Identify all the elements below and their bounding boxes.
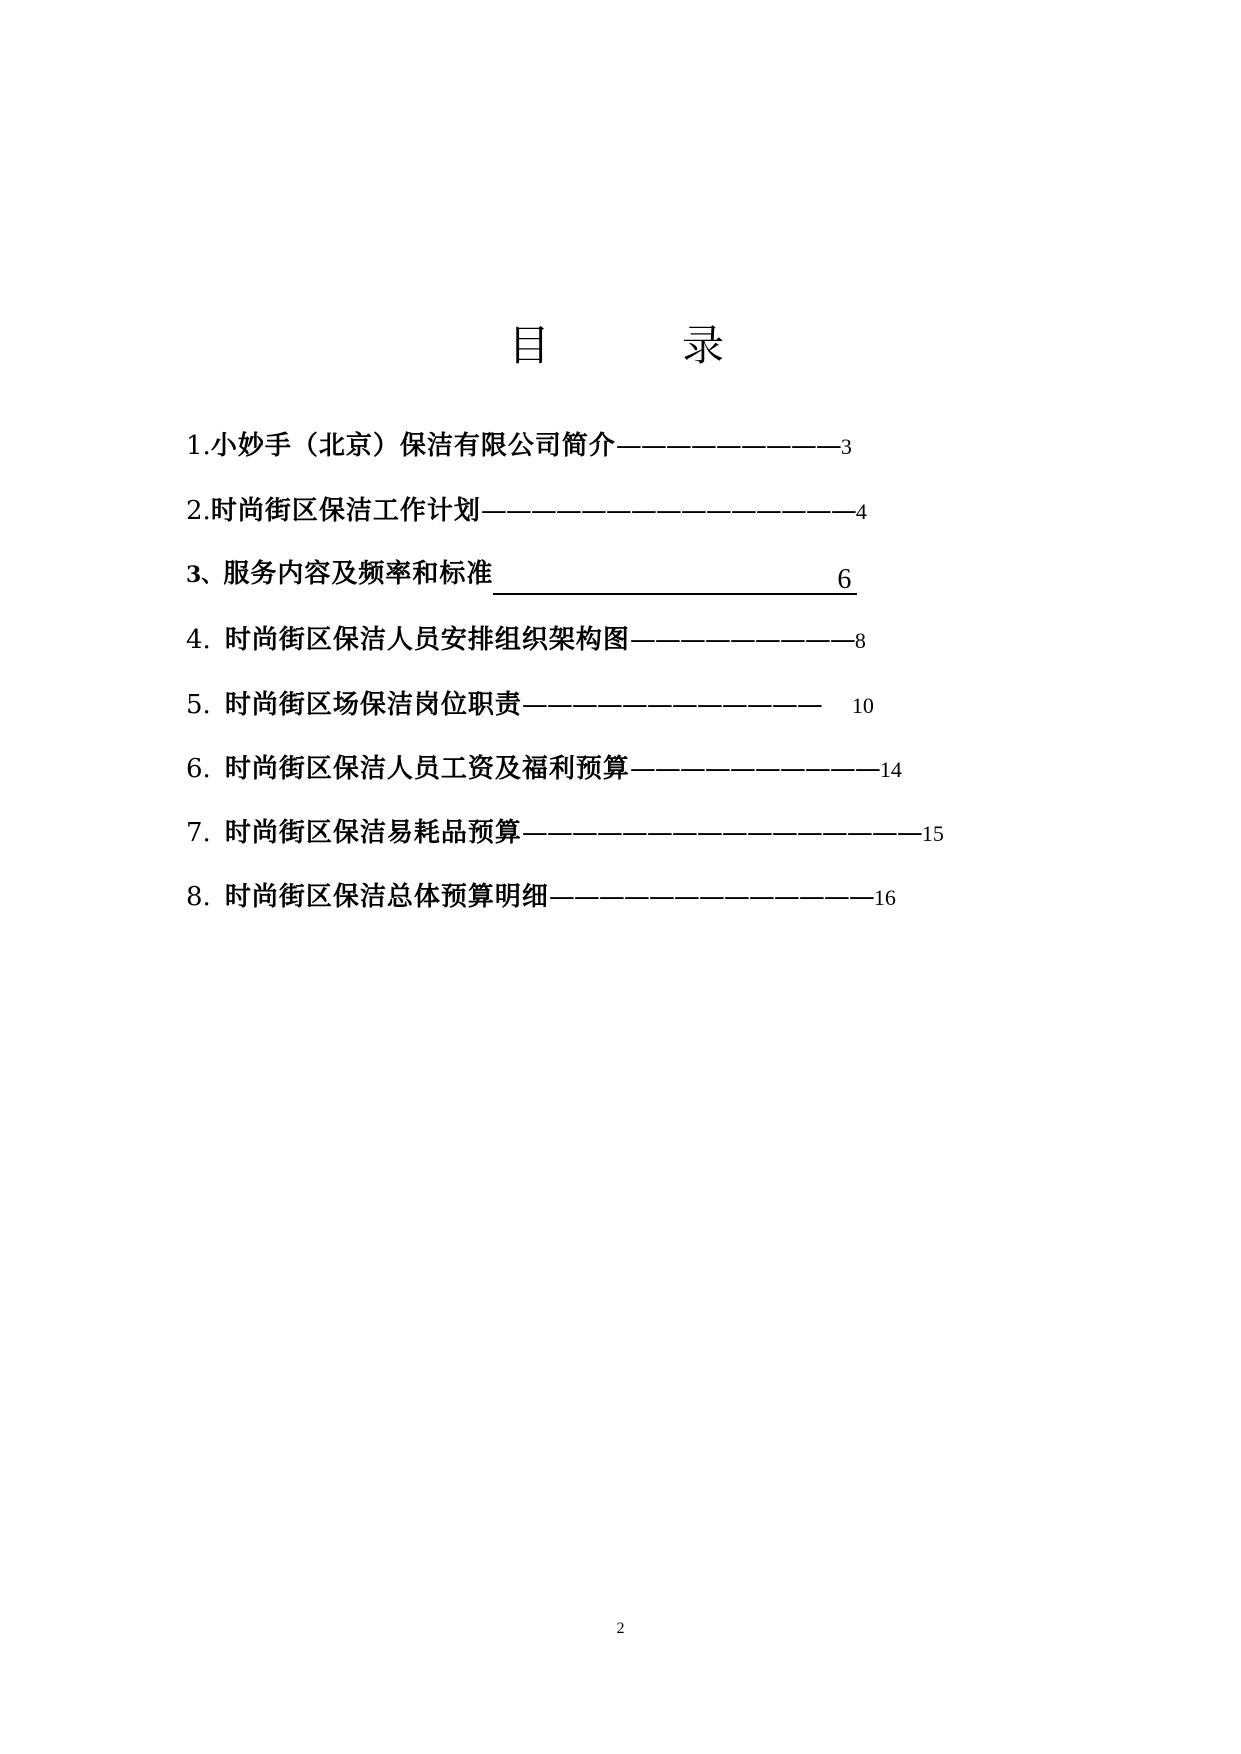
toc-entry-leader: ——————————————— — [480, 496, 856, 526]
toc-title — [0, 318, 1241, 374]
toc-entry-7[interactable] — [186, 811, 944, 855]
toc-entry-label: 时尚街区场保洁岗位职责 — [224, 690, 522, 720]
footer-page-number: 2 — [616, 1620, 625, 1637]
toc-entry-label: 时尚街区保洁易耗品预算 — [224, 818, 522, 848]
toc-title-char-1: 目 — [508, 321, 551, 370]
toc-entry-number: 3、 — [186, 562, 224, 588]
toc-entry-number: 4. — [186, 625, 211, 655]
toc-entry-1[interactable] — [186, 424, 852, 468]
toc-entry-page: 6 — [837, 564, 852, 595]
toc-entry-6[interactable] — [186, 747, 902, 791]
toc-entry-page: 4 — [855, 499, 867, 524]
toc-entry-number: 6. — [186, 754, 211, 784]
toc-entry-label: 时尚街区保洁人员安排组织架构图 — [224, 625, 630, 655]
toc-entry-4[interactable] — [186, 618, 866, 662]
toc-entry-number: 7. — [186, 818, 211, 848]
toc-entry-number: 2. — [186, 496, 211, 526]
toc-entry-5[interactable] — [186, 683, 874, 727]
toc-entry-number: 5. — [186, 690, 211, 720]
toc-entry-page: 8 — [854, 628, 866, 653]
toc-entry-page: 16 — [873, 885, 896, 910]
toc-entry-label: 服务内容及频率和标准 — [223, 559, 494, 589]
toc-entry-page: 10 — [851, 693, 874, 718]
toc-entry-page: 15 — [921, 821, 944, 846]
toc-entry-3[interactable] — [186, 552, 857, 596]
toc-entry-underline — [493, 565, 857, 595]
toc-entry-number: 8. — [186, 882, 211, 912]
toc-entry-page: 14 — [879, 757, 902, 782]
toc-entry-leader: ———————————————— — [521, 818, 922, 848]
toc-entry-leader: ————————— — [629, 625, 855, 655]
toc-entry-leader: —————————— — [629, 754, 880, 784]
toc-entry-page: 3 — [840, 434, 852, 459]
toc-entry-8[interactable] — [186, 875, 896, 919]
toc-entry-number: 1. — [186, 431, 211, 461]
toc-entry-leader: ———————————— — [521, 690, 822, 720]
toc-entry-label: 时尚街区保洁工作计划 — [210, 496, 481, 526]
toc-entry-leader: ————————— — [615, 431, 841, 461]
toc-entry-label: 时尚街区保洁人员工资及福利预算 — [224, 754, 630, 784]
toc-entry-label: 时尚街区保洁总体预算明细 — [224, 882, 549, 912]
toc-entry-label: 小妙手（北京）保洁有限公司简介 — [210, 431, 616, 461]
toc-entry-leader: ————————————— — [548, 882, 874, 912]
toc-entry-2[interactable] — [186, 489, 867, 533]
toc-title-char-2: 录 — [682, 321, 725, 370]
